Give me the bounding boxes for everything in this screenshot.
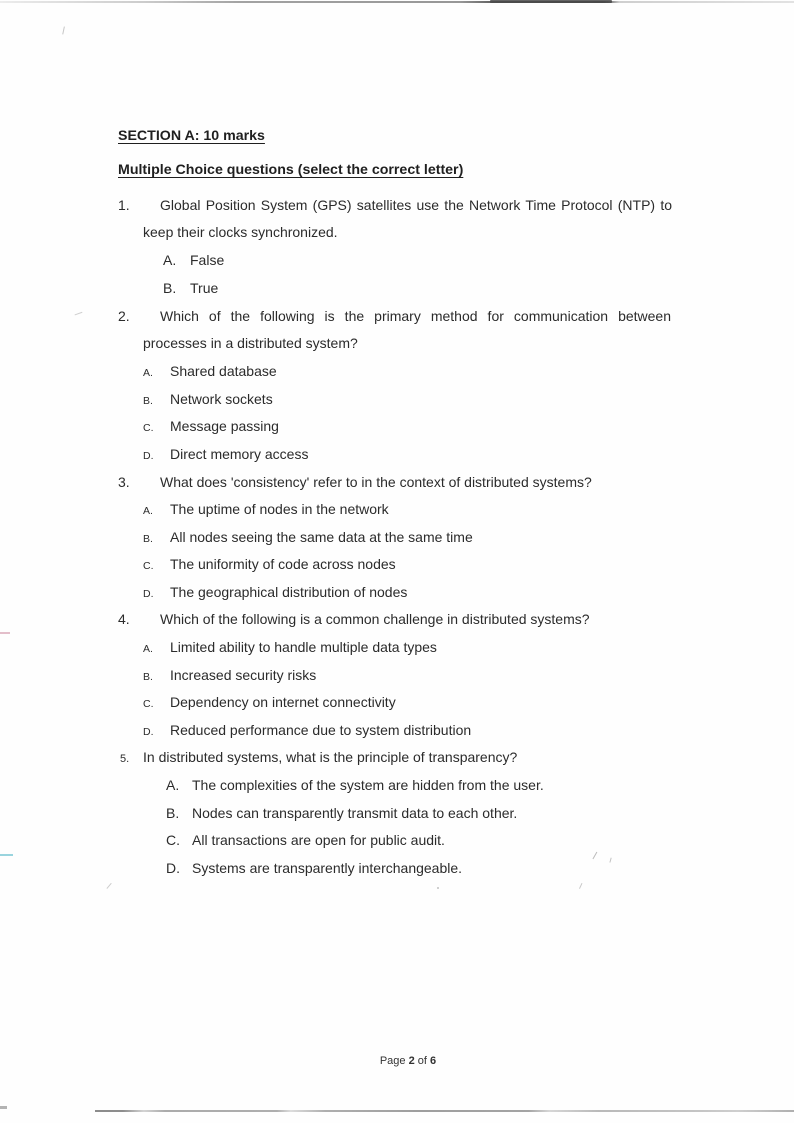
- option-text: Direct memory access: [170, 446, 309, 462]
- instructions-heading: [0, 161, 794, 180]
- option-text: The complexities of the system are hidden from the user.: [192, 777, 544, 793]
- option-text: Systems are transparently interchangeable.: [192, 860, 463, 876]
- scan-artifact-speck: [437, 887, 439, 889]
- question-3-option-c: [0, 555, 794, 576]
- question-text: Which of the following is a common challenge in distributed systems?: [160, 611, 590, 627]
- option-letter: D.: [143, 450, 154, 462]
- option-text: All transactions are open for public audit.: [192, 832, 445, 848]
- scan-artifact-top-dark-segment: [490, 0, 612, 3]
- scan-artifact-bottom-edge: [95, 1110, 794, 1112]
- option-letter: B.: [163, 280, 177, 296]
- question-2-option-b: [0, 390, 794, 411]
- question-2: [0, 307, 794, 327]
- question-text: Global Position System (GPS) satellites use the Network Time Protocol (NTP) to: [160, 197, 672, 213]
- scan-artifact-left-gray-dash: [0, 1106, 7, 1109]
- question-4-option-a: [0, 638, 794, 659]
- question-4-option-b: [0, 666, 794, 687]
- option-letter: B.: [143, 395, 153, 407]
- scan-artifact-left-pink-dash: [0, 632, 10, 634]
- footer-page-number: 2: [408, 1055, 415, 1067]
- option-text: The uptime of nodes in the network: [170, 501, 389, 517]
- scan-artifact-speck: [579, 883, 587, 891]
- scan-artifact-top-edge: [0, 1, 794, 3]
- section-title: [0, 127, 794, 146]
- question-4-option-c: [0, 693, 794, 714]
- question-3-option-a: [0, 500, 794, 521]
- option-text: Shared database: [170, 363, 277, 379]
- question-number: 5.: [120, 753, 130, 765]
- question-4-option-d: [0, 721, 794, 742]
- option-letter: C.: [143, 560, 154, 572]
- page-footer: [0, 1055, 794, 1067]
- option-letter: D.: [143, 588, 154, 600]
- question-2-option-a: [0, 362, 794, 383]
- option-letter: D.: [143, 726, 154, 738]
- question-number: 2.: [118, 308, 130, 324]
- footer-prefix: Page: [379, 1055, 409, 1067]
- option-text: True: [190, 280, 219, 296]
- option-letter: B.: [166, 805, 180, 821]
- question-number: 3.: [118, 474, 130, 490]
- question-5-option-d: [0, 859, 794, 878]
- question-3-option-d: [0, 583, 794, 604]
- option-text: Message passing: [170, 418, 279, 434]
- option-text: Nodes can transparently transmit data to each other.: [192, 805, 518, 821]
- option-text: The geographical distribution of nodes: [170, 584, 408, 600]
- question-text: Which of the following is the primary method for communication between: [160, 308, 671, 324]
- option-letter: C.: [166, 832, 180, 848]
- question-4: [0, 610, 794, 629]
- option-text: Limited ability to handle multiple data types: [170, 639, 437, 655]
- footer-total-pages: 6: [430, 1055, 437, 1067]
- option-text: Reduced performance due to system distribution: [170, 722, 472, 738]
- option-letter: B.: [143, 671, 153, 683]
- option-letter: D.: [166, 860, 180, 876]
- question-3: [0, 473, 794, 492]
- question-5-option-a: [0, 776, 794, 795]
- question-2-continuation: processes in a distributed system?: [143, 335, 358, 351]
- section-title-text: SECTION A: 10 marks: [118, 128, 265, 144]
- question-number: 4.: [118, 611, 130, 627]
- question-1-option-a: [0, 251, 794, 270]
- question-2-option-d: [0, 445, 794, 466]
- scan-artifact-left-cyan-dash: [0, 854, 13, 856]
- option-letter: A.: [143, 367, 153, 379]
- option-text: Dependency on internet connectivity: [170, 694, 396, 710]
- option-letter: C.: [143, 698, 154, 710]
- scan-artifact-speck: [106, 883, 115, 892]
- question-number: 1.: [118, 197, 130, 213]
- option-letter: A.: [143, 505, 153, 517]
- question-5-option-b: [0, 804, 794, 823]
- option-letter: A.: [166, 777, 180, 793]
- question-3-option-b: [0, 528, 794, 549]
- scan-artifact-speck: [62, 26, 70, 35]
- option-text: The uniformity of code across nodes: [170, 556, 396, 572]
- option-text: All nodes seeing the same data at the same time: [170, 529, 473, 545]
- instructions-heading-text: Multiple Choice questions (select the correct letter): [118, 162, 464, 178]
- option-text: False: [190, 252, 225, 268]
- question-1: [0, 196, 794, 216]
- option-letter: B.: [143, 533, 153, 545]
- option-text: Network sockets: [170, 391, 273, 407]
- question-text: In distributed systems, what is the principle of transparency?: [143, 749, 518, 765]
- question-1-continuation: keep their clocks synchronized.: [143, 224, 338, 240]
- question-1-option-b: [0, 279, 794, 298]
- option-letter: C.: [143, 422, 154, 434]
- option-letter: A.: [143, 643, 153, 655]
- question-5-option-c: [0, 831, 794, 850]
- option-letter: A.: [163, 252, 177, 268]
- option-text: Increased security risks: [170, 667, 317, 683]
- question-text: What does 'consistency' refer to in the context of distributed systems?: [160, 474, 592, 490]
- question-5: [0, 748, 794, 769]
- question-2-option-c: [0, 417, 794, 438]
- footer-separator: of: [414, 1055, 431, 1067]
